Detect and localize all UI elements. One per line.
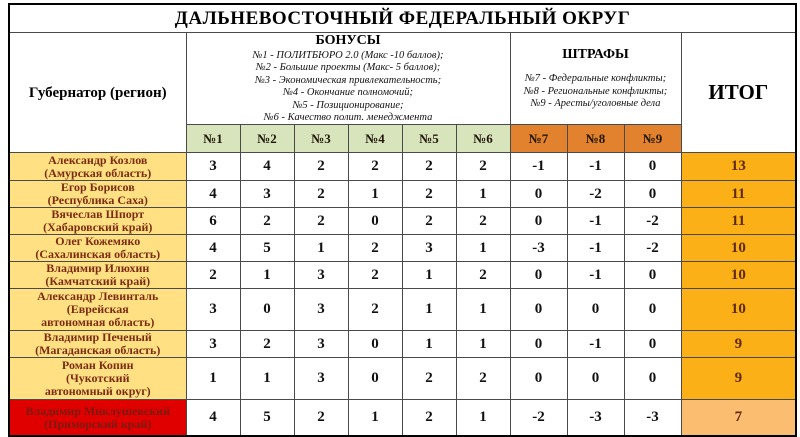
score-cell-n4: 0 [348, 208, 402, 235]
score-cell-n2: 2 [240, 208, 294, 235]
governor-region: (Магаданская область) [35, 343, 161, 358]
governor-name: Егор Борисов [60, 180, 135, 195]
governor-cell [9, 208, 186, 235]
total-column-header [681, 33, 796, 153]
total-column-label: ИТОГ [708, 80, 769, 105]
score-cell-n2: 1 [240, 358, 294, 400]
score-cell-n1: 6 [186, 208, 240, 235]
title-row [9, 4, 796, 33]
table-row [9, 331, 796, 358]
governor-region: автономный округ) [44, 384, 151, 399]
score-cell-n4: 2 [348, 153, 402, 181]
total-cell: 10 [681, 289, 796, 331]
governor-column-label: Губернатор (регион) [28, 84, 167, 101]
bonus-note-6: №6 - Качество полит. менеджмента [263, 112, 433, 124]
score-cell-n5: 2 [402, 208, 456, 235]
bonus-note-2: №2 - Большие проекты (Макс- 5 баллов); [255, 62, 441, 74]
total-cell: 11 [681, 208, 796, 235]
score-cell-n7: -1 [510, 153, 567, 181]
score-cell-n7: 0 [510, 358, 567, 400]
governor-region: (Республика Саха) [47, 193, 148, 208]
score-cell-n9: 0 [624, 289, 681, 331]
governor-region: (Амурская область) [44, 165, 152, 180]
score-cell-n6: 2 [456, 153, 510, 181]
bonus-note-4: №4 - Окончание полномочий; [282, 87, 413, 99]
score-cell-n1: 4 [186, 400, 240, 436]
table-row [9, 400, 796, 436]
score-cell-n8: -1 [567, 331, 624, 358]
governor-name: Александр Левинталь [37, 289, 159, 304]
table-row [9, 262, 796, 289]
penalties-header [510, 33, 681, 125]
governor-region: (Приморский край) [44, 416, 152, 431]
score-cell-n6: 1 [456, 181, 510, 208]
governor-cell [9, 331, 186, 358]
governor-region: автономная область) [41, 315, 155, 330]
score-cell-n4: 1 [348, 400, 402, 436]
governor-region: (Камчатский край) [45, 274, 151, 289]
score-cell-n6: 1 [456, 331, 510, 358]
governor-name: Александр Козлов [48, 152, 148, 167]
governor-cell [9, 235, 186, 262]
bonuses-title: БОНУСЫ [315, 33, 381, 48]
score-cell-n8: 0 [567, 289, 624, 331]
bonuses-header [186, 33, 510, 125]
score-cell-n6: 2 [456, 358, 510, 400]
score-cell-n9: -3 [624, 400, 681, 436]
score-cell-n1: 3 [186, 331, 240, 358]
score-cell-n7: 0 [510, 331, 567, 358]
governor-name: Олег Кожемяко [55, 234, 141, 249]
governor-cell [9, 181, 186, 208]
governor-name: Владимир Печеный [43, 330, 152, 345]
score-cell-n8: -1 [567, 262, 624, 289]
penalties-title: ШТРАФЫ [562, 47, 629, 63]
score-cell-n3: 3 [294, 331, 348, 358]
column-header-1: №1 [186, 125, 240, 153]
governor-region: (Сахалинская область) [35, 247, 161, 262]
governor-cell [9, 262, 186, 289]
score-cell-n5: 2 [402, 400, 456, 436]
score-cell-n9: 0 [624, 331, 681, 358]
bonus-note-1: №1 - ПОЛИТБЮРО 2.0 (Макс -10 баллов); [252, 50, 444, 61]
score-cell-n6: 2 [456, 208, 510, 235]
governor-region: (Чукотский [65, 371, 130, 386]
score-cell-n1: 4 [186, 235, 240, 262]
score-cell-n5: 1 [402, 289, 456, 331]
total-cell: 10 [681, 262, 796, 289]
score-cell-n9: 0 [624, 262, 681, 289]
governor-name: Роман Копин [61, 358, 134, 373]
score-cell-n2: 3 [240, 181, 294, 208]
score-cell-n8: -1 [567, 235, 624, 262]
bonus-note-5: №5 - Позиционирование; [292, 99, 404, 111]
column-header-8: №8 [567, 125, 624, 153]
score-cell-n5: 1 [402, 331, 456, 358]
score-cell-n8: -2 [567, 181, 624, 208]
score-cell-n1: 2 [186, 262, 240, 289]
total-cell: 9 [681, 358, 796, 400]
score-cell-n2: 0 [240, 289, 294, 331]
governors-rating-table [8, 3, 797, 437]
governor-region: (Еврейская [66, 302, 129, 317]
governor-name: Вячеслав Шпорт [51, 207, 145, 222]
score-cell-n7: 0 [510, 262, 567, 289]
penalty-note-3: №9 - Аресты/уголовные дела [530, 97, 661, 109]
governor-cell [9, 358, 186, 400]
table-row [9, 181, 796, 208]
score-cell-n2: 5 [240, 235, 294, 262]
governor-name: Владимир Илюхин [46, 261, 150, 276]
table-row [9, 289, 796, 331]
score-cell-n7: -3 [510, 235, 567, 262]
score-cell-n9: -2 [624, 235, 681, 262]
bonus-note-3: №3 - Экономическая привлекательность; [254, 74, 442, 86]
score-cell-n7: 0 [510, 289, 567, 331]
score-cell-n9: 0 [624, 181, 681, 208]
score-cell-n9: 0 [624, 358, 681, 400]
score-cell-n3: 2 [294, 181, 348, 208]
column-header-9: №9 [624, 125, 681, 153]
total-cell: 11 [681, 181, 796, 208]
governor-column-header [9, 33, 186, 153]
total-cell: 13 [681, 153, 796, 181]
total-cell: 9 [681, 331, 796, 358]
header-row [9, 33, 796, 125]
score-cell-n7: 0 [510, 208, 567, 235]
table-row [9, 235, 796, 262]
score-cell-n6: 1 [456, 400, 510, 436]
score-cell-n3: 2 [294, 208, 348, 235]
score-cell-n8: -3 [567, 400, 624, 436]
score-cell-n3: 3 [294, 289, 348, 331]
column-header-4: №4 [348, 125, 402, 153]
score-cell-n4: 0 [348, 358, 402, 400]
score-cell-n1: 4 [186, 181, 240, 208]
total-cell: 7 [681, 400, 796, 436]
score-cell-n5: 2 [402, 181, 456, 208]
score-cell-n3: 2 [294, 400, 348, 436]
score-cell-n5: 1 [402, 262, 456, 289]
table-body [9, 153, 796, 436]
score-cell-n8: -1 [567, 153, 624, 181]
score-cell-n4: 0 [348, 331, 402, 358]
column-header-6: №6 [456, 125, 510, 153]
penalty-note-2: №8 - Региональные конфликты; [523, 85, 668, 97]
table-row [9, 153, 796, 181]
score-cell-n4: 1 [348, 181, 402, 208]
score-cell-n7: 0 [510, 181, 567, 208]
score-cell-n3: 3 [294, 262, 348, 289]
governor-region: (Хабаровский край) [43, 220, 153, 235]
score-cell-n3: 1 [294, 235, 348, 262]
column-header-3: №3 [294, 125, 348, 153]
penalty-note-1: №7 - Федеральные конфликты; [524, 73, 667, 85]
score-cell-n1: 1 [186, 358, 240, 400]
rating-table-container [8, 3, 797, 437]
score-cell-n5: 2 [402, 153, 456, 181]
score-cell-n9: -2 [624, 208, 681, 235]
score-cell-n3: 2 [294, 153, 348, 181]
column-header-5: №5 [402, 125, 456, 153]
score-cell-n2: 4 [240, 153, 294, 181]
score-cell-n2: 5 [240, 400, 294, 436]
column-header-7: №7 [510, 125, 567, 153]
score-cell-n3: 3 [294, 358, 348, 400]
column-header-2: №2 [240, 125, 294, 153]
score-cell-n4: 2 [348, 262, 402, 289]
score-cell-n8: -1 [567, 208, 624, 235]
score-cell-n6: 1 [456, 235, 510, 262]
score-cell-n9: 0 [624, 153, 681, 181]
score-cell-n4: 2 [348, 235, 402, 262]
table-row [9, 358, 796, 400]
total-cell: 10 [681, 235, 796, 262]
score-cell-n7: -2 [510, 400, 567, 436]
page-title: ДАЛЬНЕВОСТОЧНЫЙ ФЕДЕРАЛЬНЫЙ ОКРУГ [9, 4, 796, 33]
score-cell-n5: 2 [402, 358, 456, 400]
score-cell-n5: 3 [402, 235, 456, 262]
score-cell-n1: 3 [186, 289, 240, 331]
score-cell-n1: 3 [186, 153, 240, 181]
score-cell-n2: 1 [240, 262, 294, 289]
score-cell-n2: 2 [240, 331, 294, 358]
governor-cell [9, 400, 186, 436]
score-cell-n6: 1 [456, 289, 510, 331]
governor-cell [9, 153, 186, 181]
governor-name: Владимир Миклушевский [25, 403, 171, 418]
table-row [9, 208, 796, 235]
score-cell-n4: 2 [348, 289, 402, 331]
governor-cell [9, 289, 186, 331]
score-cell-n8: 0 [567, 358, 624, 400]
score-cell-n6: 2 [456, 262, 510, 289]
